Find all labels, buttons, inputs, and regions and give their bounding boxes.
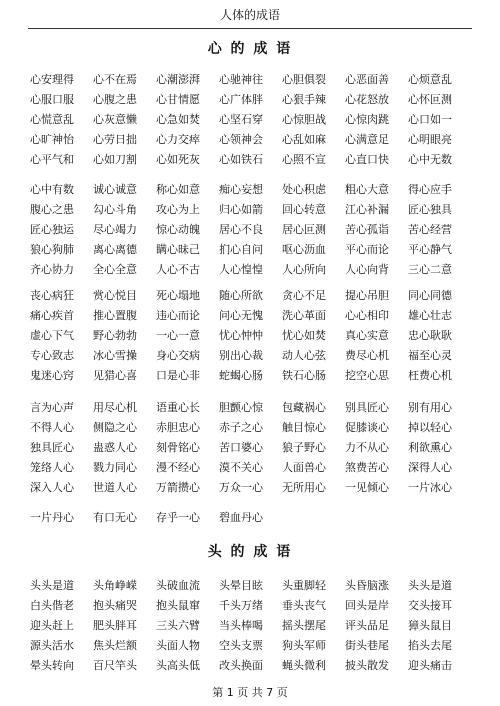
idiom: 一心一意 [156, 328, 200, 342]
idiom: 万箭攒心 [156, 480, 200, 494]
idiom: 促膝谈心 [345, 420, 389, 434]
idiom: 赤胆忠心 [156, 420, 200, 434]
idiom: 江心补漏 [345, 202, 389, 216]
idiom: 勾心斗角 [93, 202, 137, 216]
idiom: 惊心动魄 [156, 222, 200, 236]
idiom: 一片丹心 [30, 511, 74, 524]
idiom: 别有用心 [408, 401, 452, 414]
idiom: 心领神会 [219, 132, 263, 146]
idiom-grid [30, 70, 471, 169]
idiom: 心不在焉 [93, 73, 137, 86]
idiom: 当头棒喝 [219, 618, 263, 632]
idiom: 冰心雪操 [93, 348, 137, 362]
idiom: 心口如一 [408, 112, 452, 126]
idiom: 蛊惑人心 [93, 440, 137, 454]
idiom: 头头是道 [408, 579, 452, 592]
idiom: 费尽心机 [345, 348, 389, 362]
idiom: 头头是道 [30, 579, 74, 592]
idiom: 心旷神怡 [30, 132, 74, 146]
idiom: 心驰神往 [219, 73, 263, 86]
idiom: 迎头赶上 [30, 618, 74, 632]
idiom: 心直口快 [345, 152, 389, 166]
idiom: 用尽心机 [93, 401, 137, 414]
idiom: 得心应手 [408, 183, 452, 196]
idiom: 真心实意 [345, 328, 389, 342]
idiom: 狗头军师 [282, 638, 326, 652]
idiom: 回头是岸 [345, 598, 389, 612]
idiom: 心如刀割 [93, 152, 137, 166]
idiom: 包藏祸心 [282, 401, 326, 414]
idiom: 专心致志 [30, 348, 74, 362]
idiom-grid [30, 286, 471, 385]
idiom: 苦口婆心 [219, 440, 263, 454]
idiom: 心灰意懒 [93, 112, 137, 126]
idiom: 心花怒放 [345, 92, 389, 106]
idiom: 同心同德 [408, 289, 452, 302]
idiom: 深入人心 [30, 480, 74, 494]
idiom: 腹心之患 [30, 202, 74, 216]
section-title-head: 头 的 成 语 [207, 544, 293, 560]
page-header: 人体的成语 [28, 4, 472, 29]
idiom: 街头巷尾 [345, 638, 389, 652]
idiom: 力不从心 [345, 440, 389, 454]
idiom: 百尺竿头 [93, 658, 137, 672]
idiom: 别具匠心 [345, 401, 389, 414]
idiom: 处心积虑 [282, 183, 326, 196]
idiom: 蛇蝎心肠 [219, 368, 263, 382]
idiom: 心广体胖 [219, 92, 263, 106]
idiom: 虚心下气 [30, 328, 74, 342]
idiom: 心狠手辣 [282, 92, 326, 106]
idiom: 头高头低 [156, 658, 200, 672]
idiom: 忧心忡忡 [219, 328, 263, 342]
idiom: 头面人物 [156, 638, 200, 652]
idiom: 心中无数 [408, 152, 452, 166]
idiom: 头重脚轻 [282, 579, 326, 592]
idiom: 别出心裁 [219, 348, 263, 362]
idiom: 焦头烂额 [93, 638, 137, 652]
idiom: 摇头摆尾 [282, 618, 326, 632]
idiom-grid [30, 180, 471, 279]
idiom: 丧心病狂 [30, 289, 74, 302]
idiom: 漫不经心 [156, 460, 200, 474]
idiom: 人心惶惶 [219, 262, 263, 276]
idiom: 头角峥嵘 [93, 579, 137, 592]
idiom: 尽心竭力 [93, 222, 137, 236]
idiom: 福至心灵 [408, 348, 452, 362]
idiom: 心中有数 [30, 183, 74, 196]
idiom: 瞒心昧己 [156, 242, 200, 256]
idiom: 心惊肉跳 [345, 112, 389, 126]
idiom: 心力交瘁 [156, 132, 200, 146]
idiom: 言为心声 [30, 401, 74, 414]
idiom: 心乱如麻 [282, 132, 326, 146]
idiom: 存乎一心 [156, 511, 200, 524]
idiom: 肥头胖耳 [93, 618, 137, 632]
idiom: 漠不关心 [219, 460, 263, 474]
idiom: 空头支票 [219, 638, 263, 652]
idiom: 雄心壮志 [408, 308, 452, 322]
idiom: 笼络人心 [30, 460, 74, 474]
idiom: 忠心耿耿 [408, 328, 452, 342]
idiom: 狼子野心 [282, 440, 326, 454]
idiom: 贪心不足 [282, 289, 326, 302]
idiom: 赏心悦目 [93, 289, 137, 302]
idiom: 见猎心喜 [93, 368, 137, 382]
idiom: 狼心狗肺 [30, 242, 74, 256]
idiom: 心坚石穿 [219, 112, 263, 126]
idiom: 评头品足 [345, 618, 389, 632]
idiom: 交头接耳 [408, 598, 452, 612]
idiom: 心服口服 [30, 92, 74, 106]
idiom: 野心勃勃 [93, 328, 137, 342]
idiom: 苦心孤诣 [345, 222, 389, 236]
section-title-heart: 心 的 成 语 [207, 41, 293, 57]
idiom: 人面兽心 [282, 460, 326, 474]
idiom: 扪心自问 [219, 242, 263, 256]
idiom: 身心交病 [156, 348, 200, 362]
idiom: 平心静气 [408, 242, 452, 256]
idiom: 心烦意乱 [408, 73, 452, 86]
idiom: 匠心独具 [408, 202, 452, 216]
idiom: 一见倾心 [345, 480, 389, 494]
idiom: 源头活水 [30, 638, 74, 652]
idiom: 违心而论 [156, 308, 200, 322]
idiom: 心潮澎湃 [156, 73, 200, 86]
idiom: 平心而论 [345, 242, 389, 256]
idiom: 全心全意 [93, 262, 137, 276]
idiom: 铁石心肠 [282, 368, 326, 382]
idiom: 忧心如焚 [282, 328, 326, 342]
idiom: 鬼迷心窍 [30, 368, 74, 382]
idiom: 煞费苦心 [345, 460, 389, 474]
idiom: 心腹之患 [93, 92, 137, 106]
idiom: 洗心革面 [282, 308, 326, 322]
idiom: 心胆俱裂 [282, 73, 326, 86]
idiom: 居心叵测 [282, 222, 326, 236]
idiom: 无所用心 [282, 480, 326, 494]
idiom: 心惊胆战 [282, 112, 326, 126]
idiom: 推心置腹 [93, 308, 137, 322]
idiom: 三心二意 [408, 262, 452, 276]
idiom: 痛心疾首 [30, 308, 74, 322]
idiom: 动人心弦 [282, 348, 326, 362]
idiom: 不得人心 [30, 420, 74, 434]
idiom: 深得人心 [408, 460, 452, 474]
idiom: 粗心大意 [345, 183, 389, 196]
idiom: 心怀叵测 [408, 92, 452, 106]
idiom: 有口无心 [93, 511, 137, 524]
idiom: 迎头痛击 [408, 658, 452, 672]
idiom: 口是心非 [156, 368, 200, 382]
idiom: 枉费心机 [408, 368, 452, 382]
idiom: 匠心独运 [30, 222, 74, 236]
idiom: 抱头鼠窜 [156, 598, 200, 612]
idiom: 心安理得 [30, 73, 74, 86]
idiom: 戮力同心 [93, 460, 137, 474]
idiom: 垂头丧气 [282, 598, 326, 612]
idiom: 万众一心 [219, 480, 263, 494]
idiom-grid [30, 398, 471, 497]
idiom: 心如死灰 [156, 152, 200, 166]
idiom-grid [30, 508, 471, 528]
idiom: 语重心长 [156, 401, 200, 414]
idiom: 心心相印 [345, 308, 389, 322]
idiom: 呕心沥血 [282, 242, 326, 256]
idiom: 心慌意乱 [30, 112, 74, 126]
idiom: 千头万绪 [219, 598, 263, 612]
idiom: 归心如箭 [219, 202, 263, 216]
idiom: 人心不古 [156, 262, 200, 276]
idiom: 诚心诚意 [93, 183, 137, 196]
idiom: 獐头鼠目 [408, 618, 452, 632]
idiom: 居心不良 [219, 222, 263, 236]
idiom: 心恶面善 [345, 73, 389, 86]
idiom: 攻心为上 [156, 202, 200, 216]
idiom: 痴心妄想 [219, 183, 263, 196]
idiom: 碧血丹心 [219, 511, 263, 524]
idiom: 死心塌地 [156, 289, 200, 302]
page-footer: 第 1 页 共 7 页 [212, 686, 288, 699]
idiom: 随心所欲 [219, 289, 263, 302]
idiom: 侧隐之心 [93, 420, 137, 434]
idiom: 心劳日拙 [93, 132, 137, 146]
idiom: 一片冰心 [408, 480, 452, 494]
idiom: 改头换面 [219, 658, 263, 672]
idiom: 人心向背 [345, 262, 389, 276]
idiom: 心明眼亮 [408, 132, 452, 146]
idiom: 头晕目眩 [219, 579, 263, 592]
idiom: 掉以轻心 [408, 420, 452, 434]
idiom: 晕头转向 [30, 658, 74, 672]
idiom: 心甘情愿 [156, 92, 200, 106]
idiom: 心急如焚 [156, 112, 200, 126]
idiom: 心如铁石 [219, 152, 263, 166]
idiom: 提心吊胆 [345, 289, 389, 302]
idiom-grid [30, 576, 471, 675]
idiom: 世道人心 [93, 480, 137, 494]
idiom: 回心转意 [282, 202, 326, 216]
idiom: 问心无愧 [219, 308, 263, 322]
idiom: 胆颤心惊 [219, 401, 263, 414]
idiom: 人心所向 [282, 262, 326, 276]
idiom: 掐头去尾 [408, 638, 452, 652]
idiom: 心照不宣 [282, 152, 326, 166]
idiom: 心平气和 [30, 152, 74, 166]
idiom: 苦心经营 [408, 222, 452, 236]
idiom: 蝇头微利 [282, 658, 326, 672]
idiom: 利欲熏心 [408, 440, 452, 454]
idiom: 挖空心思 [345, 368, 389, 382]
idiom: 齐心协力 [30, 262, 74, 276]
idiom: 触目惊心 [282, 420, 326, 434]
idiom: 离心离德 [93, 242, 137, 256]
idiom: 赤子之心 [219, 420, 263, 434]
idiom: 披头散发 [345, 658, 389, 672]
idiom: 三头六臂 [156, 618, 200, 632]
idiom: 头破血流 [156, 579, 200, 592]
idiom: 独具匠心 [30, 440, 74, 454]
idiom: 刻骨铭心 [156, 440, 200, 454]
idiom: 头昏脑涨 [345, 579, 389, 592]
idiom: 白头偕老 [30, 598, 74, 612]
idiom: 抱头痛哭 [93, 598, 137, 612]
idiom: 称心如意 [156, 183, 200, 196]
idiom: 心满意足 [345, 132, 389, 146]
